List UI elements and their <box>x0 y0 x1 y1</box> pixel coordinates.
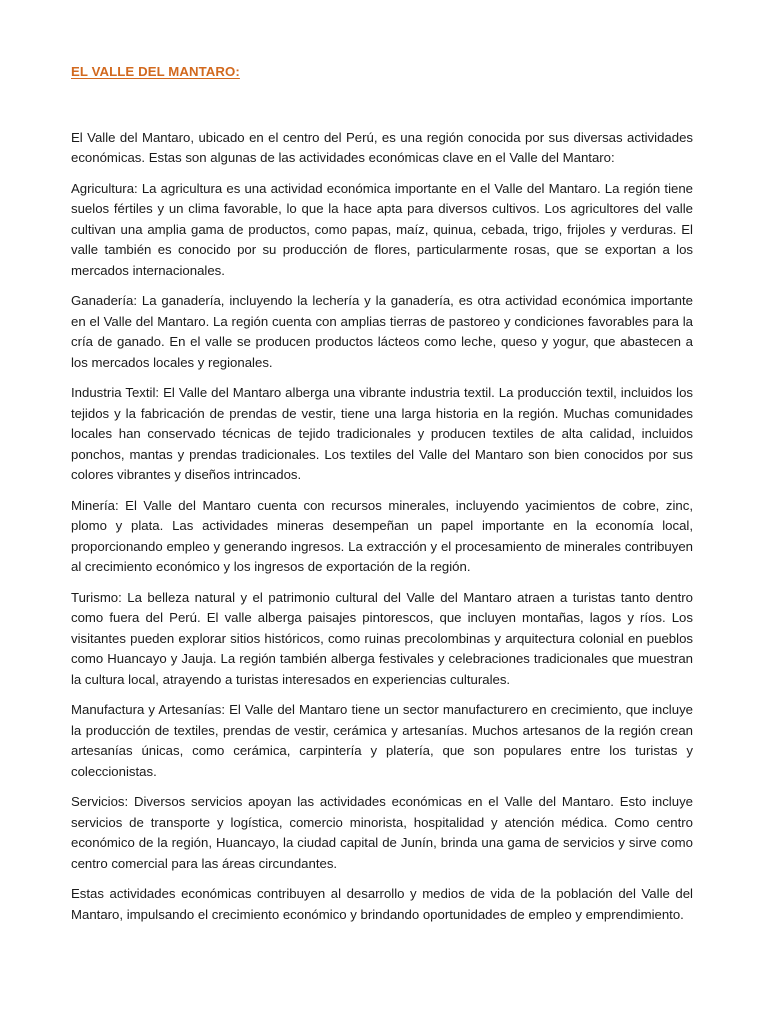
paragraph-agricultura: Agricultura: La agricultura es una actividad económica importante en el Valle del Mantaro. La región tiene suelos fértiles y un clima favorable, lo que la hace apta para diversos cultivos. Los agricultores del valle cultivan una amplia gama de productos, como papas, maíz, quinua, cebada, trigo, frijoles y verduras. El valle también es conocido por su producción de flores, particularmente rosas, que se exportan a los mercados internacionales. <box>71 180 693 278</box>
paragraph-ganaderia: Ganadería: La ganadería, incluyendo la lechería y la ganadería, es otra actividad económica importante en el Valle del Mantaro. La región cuenta con amplias tierras de pastoreo y condiciones favorables para la cría de ganado. En el valle se producen productos lácteos como leche, queso y yogur, que abastecen a los mercados locales y regionales. <box>71 293 693 370</box>
paragraph-manufactura: Manufactura y Artesanías: El Valle del Mantaro tiene un sector manufacturero en crecimiento, que incluye la producción de textiles, prendas de vestir, cerámica y artesanías. Muchos artesanos de la región crean artesanías únicas, como cerámica, carpintería y platería, que son populares entre los turistas y coleccionistas. <box>71 702 693 779</box>
paragraph-servicios: Servicios: Diversos servicios apoyan las actividades económicas en el Valle del Mantaro. Esto incluye servicios de transporte y logística, comercio minorista, hospitalidad y atención médica. Como centro económico de la región, Huancayo, la ciudad capital de Junín, brinda una gama de servicios y sirve como centro comercial para las áreas circundantes. <box>71 794 693 871</box>
paragraph-industria-textil: Industria Textil: El Valle del Mantaro alberga una vibrante industria textil. La producción textil, incluidos los tejidos y la fabricación de prendas de vestir, tiene una larga historia en la región. Muchas comunidades locales han conservado técnicas de tejido tradicionales y producen textiles de alta calidad, incluidos ponchos, mantas y prendas tradicionales. Los textiles del Valle del Mantaro son bien conocidos por sus colores vibrantes y diseños intrincados. <box>71 385 693 482</box>
paragraph-turismo: Turismo: La belleza natural y el patrimonio cultural del Valle del Mantaro atraen a turistas tanto dentro como fuera del Perú. El valle alberga paisajes pintorescos, que incluyen montañas, lagos y ríos. Los visitantes pueden explorar sitios históricos, como ruinas precolombinas y arquitectura colonial en pueblos como Huancayo y Jauja. La región también alberga festivales y celebraciones tradicionales que muestran la cultura local, atrayendo a turistas interesados en experiencias culturales. <box>71 589 693 687</box>
paragraph-mineria: Minería: El Valle del Mantaro cuenta con recursos minerales, incluyendo yacimientos de cobre, zinc, plomo y plata. Las actividades mineras desempeñan un papel importante en la economía local, proporcionando empleo y generando ingresos. La extracción y el procesamiento de minerales contribuyen al crecimiento económico y los ingresos de exportación de la región. <box>71 497 693 574</box>
document-page <box>71 62 693 935</box>
paragraph-intro: El Valle del Mantaro, ubicado en el centro del Perú, es una región conocida por sus diversas actividades económicas. Estas son algunas de las actividades económicas clave en el Valle del Mantaro: <box>71 129 693 165</box>
document-title: EL VALLE DEL MANTARO: <box>71 64 240 79</box>
paragraph-conclusion: Estas actividades económicas contribuyen al desarrollo y medios de vida de la población del Valle del Mantaro, impulsando el crecimiento económico y brindando oportunidades de empleo y emprendimiento. <box>71 886 693 922</box>
